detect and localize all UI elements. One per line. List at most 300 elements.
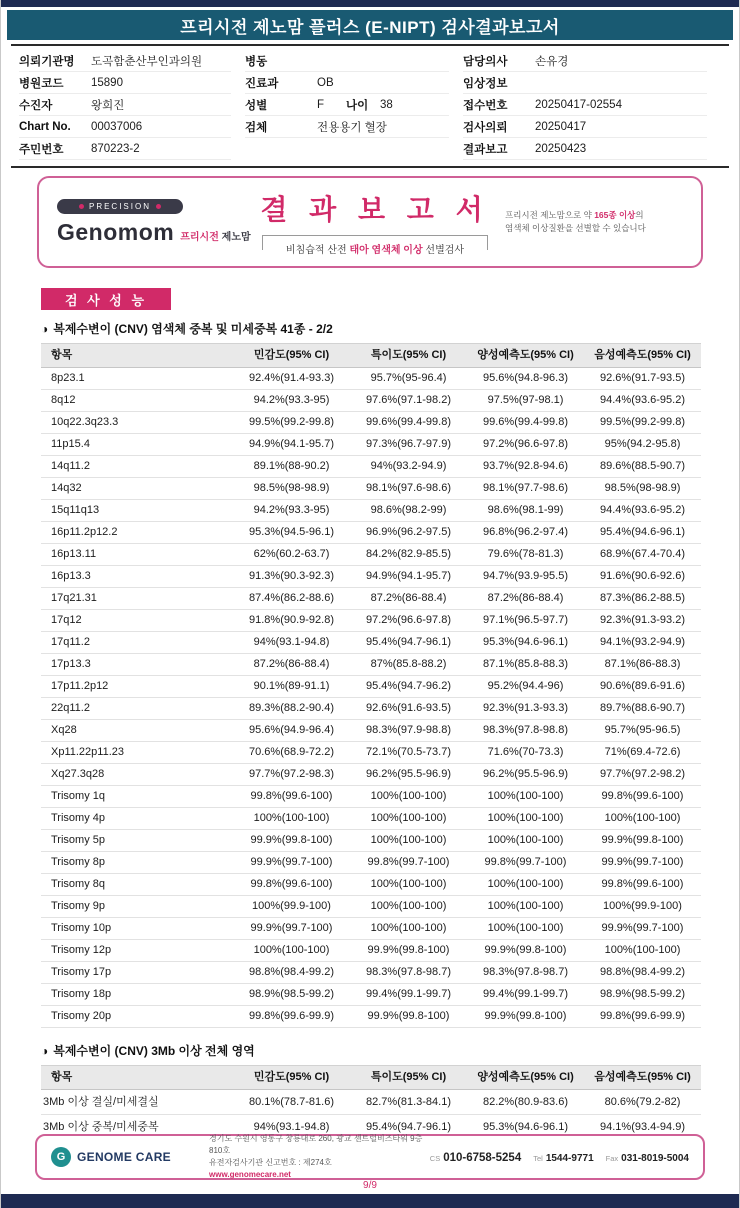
info-row	[19, 94, 231, 116]
report-title-bar	[7, 10, 733, 40]
column-header: 특이도(95% CI)	[350, 1066, 467, 1090]
value-cell: 62%(60.2-63.7)	[233, 544, 350, 566]
value-cell: 92.3%(91.3-93.3)	[467, 698, 584, 720]
note-emphasis: 165종 이상	[594, 209, 636, 220]
value-cell: 94%(93.2-94.9)	[350, 456, 467, 478]
info-field-label: 병원코드	[19, 77, 64, 90]
table-row	[41, 852, 701, 874]
value-cell: 100%(100-100)	[467, 830, 584, 852]
address-line2: 유전자검사기관 신고번호 : 제274호	[209, 1158, 332, 1167]
value-cell: 100%(99.9-100)	[233, 896, 350, 918]
value-cell: 100%(99.9-100)	[584, 896, 701, 918]
info-row	[245, 50, 449, 72]
value-cell: 87.2%(86-88.4)	[467, 588, 584, 610]
value-cell: 97.3%(96.7-97.9)	[350, 434, 467, 456]
info-field-value: 20250417	[535, 120, 587, 133]
contact-value: 1544-9771	[545, 1153, 594, 1164]
value-cell: 91.8%(90.9-92.8)	[233, 610, 350, 632]
value-cell: 99.9%(99.7-100)	[233, 918, 350, 940]
value-cell: 99.9%(99.7-100)	[233, 852, 350, 874]
value-cell: 87.2%(86-88.4)	[350, 588, 467, 610]
item-cell: Trisomy 8p	[41, 852, 233, 874]
banner-note-line2: 염색체 이상질환을 선별할 수 있습니다	[505, 223, 646, 233]
value-cell: 87.2%(86-88.4)	[233, 654, 350, 676]
value-cell: 99.9%(99.8-100)	[467, 940, 584, 962]
value-cell: 100%(100-100)	[350, 808, 467, 830]
value-cell: 71.6%(70-73.3)	[467, 742, 584, 764]
value-cell: 90.1%(89-91.1)	[233, 676, 350, 698]
patient-info-column-3	[463, 50, 721, 160]
patient-info-column-2	[245, 50, 463, 160]
table-row	[41, 720, 701, 742]
top-navy-strip	[1, 0, 739, 7]
table-row	[41, 764, 701, 786]
info-row	[463, 94, 707, 116]
info-field-value: 38	[380, 98, 393, 111]
contact-fax	[606, 1148, 689, 1166]
value-cell: 97.7%(97.2-98.2)	[584, 764, 701, 786]
value-cell: 95%(94.2-95.8)	[584, 434, 701, 456]
item-cell: 3Mb 이상 결실/미세결실	[41, 1090, 233, 1115]
info-field-label: 진료과	[245, 77, 279, 90]
report-title: 프리시전 제노맘 플러스 (E-NIPT) 검사결과보고서	[180, 17, 560, 37]
address-line1: 경기도 수원시 영통구 창룡대로 260, 광교 센트럴비즈타워 9층 810호	[209, 1134, 423, 1155]
value-cell: 92.3%(91.3-93.2)	[584, 610, 701, 632]
value-cell: 96.8%(96.2-97.4)	[467, 522, 584, 544]
info-field-label: 수진자	[19, 99, 53, 112]
value-cell: 99.8%(99.7-100)	[350, 852, 467, 874]
value-cell: 98.5%(98-98.9)	[584, 478, 701, 500]
table-row	[41, 918, 701, 940]
value-cell: 98.3%(97.9-98.8)	[350, 720, 467, 742]
info-field-value: 왕희진	[91, 99, 125, 112]
value-cell: 80.6%(79.2-82)	[584, 1090, 701, 1115]
value-cell: 99.9%(99.7-100)	[584, 852, 701, 874]
item-cell: 14q11.2	[41, 456, 233, 478]
note-post: 의	[635, 209, 644, 220]
info-field-label: 성별	[245, 99, 268, 112]
value-cell: 92.6%(91.7-93.5)	[584, 368, 701, 390]
banner-center	[245, 188, 505, 256]
value-cell: 87.1%(86-88.3)	[584, 654, 701, 676]
column-header: 민감도(95% CI)	[233, 1066, 350, 1090]
value-cell: 98.6%(98.2-99)	[350, 500, 467, 522]
column-header: 음성예측도(95% CI)	[584, 1066, 701, 1090]
table-row	[41, 588, 701, 610]
contact-label: CS	[429, 1154, 441, 1163]
table-row	[41, 896, 701, 918]
brand-kr-rest: 제노맘	[221, 231, 251, 243]
column-header: 양성예측도(95% CI)	[467, 344, 584, 368]
item-cell: 10q22.3q23.3	[41, 412, 233, 434]
banner-note-line1	[505, 209, 683, 222]
info-field-label: 의뢰기관명	[19, 55, 75, 68]
table2-caption	[41, 1042, 699, 1059]
column-header: 항목	[41, 344, 233, 368]
info-field-value: 20250423	[535, 142, 587, 155]
value-cell: 84.2%(82.9-85.5)	[350, 544, 467, 566]
value-cell: 99.9%(99.8-100)	[584, 830, 701, 852]
value-cell: 98.3%(97.8-98.8)	[467, 720, 584, 742]
value-cell: 99.8%(99.6-100)	[233, 786, 350, 808]
item-cell: Trisomy 20p	[41, 1006, 233, 1028]
item-cell: Trisomy 5p	[41, 830, 233, 852]
contact-label: Fax	[605, 1154, 619, 1163]
value-cell: 92.6%(91.6-93.5)	[350, 698, 467, 720]
info-row	[19, 116, 231, 138]
item-cell: Trisomy 17p	[41, 962, 233, 984]
item-cell: 17q11.2	[41, 632, 233, 654]
value-cell: 99.8%(99.6-100)	[584, 874, 701, 896]
table-row	[41, 1006, 701, 1028]
value-cell: 97.1%(96.5-97.7)	[467, 610, 584, 632]
table-row	[41, 434, 701, 456]
table-header-row	[41, 344, 701, 368]
genome-care-logo	[51, 1147, 209, 1167]
value-cell: 100%(100-100)	[467, 918, 584, 940]
table-row	[41, 742, 701, 764]
brand-name-korean	[180, 228, 250, 243]
value-cell: 91.6%(90.6-92.6)	[584, 566, 701, 588]
info-field-label: 병동	[245, 55, 268, 68]
value-cell: 71%(69.4-72.6)	[584, 742, 701, 764]
value-cell: 95.3%(94.6-96.1)	[467, 1115, 584, 1140]
contact-cs	[430, 1148, 521, 1166]
value-cell: 98.1%(97.7-98.6)	[467, 478, 584, 500]
footer-address	[209, 1133, 430, 1181]
item-cell: Trisomy 4p	[41, 808, 233, 830]
info-field-value: 870223-2	[91, 142, 140, 155]
info-row	[245, 94, 449, 116]
footer-company-box	[35, 1134, 705, 1180]
info-field-label: 담당의사	[463, 55, 508, 68]
table-row	[41, 1090, 701, 1115]
info-row	[463, 72, 707, 94]
column-header: 특이도(95% CI)	[350, 344, 467, 368]
value-cell: 82.7%(81.3-84.1)	[350, 1090, 467, 1115]
value-cell: 89.3%(88.2-90.4)	[233, 698, 350, 720]
table-row	[41, 522, 701, 544]
value-cell: 94.9%(94.1-95.7)	[233, 434, 350, 456]
value-cell: 87%(85.8-88.2)	[350, 654, 467, 676]
value-cell: 95.6%(94.9-96.4)	[233, 720, 350, 742]
info-field-label: Chart No.	[19, 120, 71, 133]
value-cell: 82.2%(80.9-83.6)	[467, 1090, 584, 1115]
patient-info-column-1	[19, 50, 245, 160]
genomom-brand-logo	[57, 199, 251, 246]
info-field-value: 손유경	[535, 55, 569, 68]
value-cell: 97.2%(96.6-97.8)	[467, 434, 584, 456]
table-row	[41, 412, 701, 434]
value-cell: 80.1%(78.7-81.6)	[233, 1090, 350, 1115]
info-field-label: 접수번호	[463, 99, 508, 112]
item-cell: Trisomy 10p	[41, 918, 233, 940]
value-cell: 100%(100-100)	[467, 896, 584, 918]
value-cell: 94%(93.1-94.8)	[233, 632, 350, 654]
table-row	[41, 940, 701, 962]
item-cell: 17p11.2p12	[41, 676, 233, 698]
item-cell: Trisomy 12p	[41, 940, 233, 962]
value-cell: 100%(100-100)	[467, 786, 584, 808]
item-cell: 22q11.2	[41, 698, 233, 720]
cnv-3mb-performance-table	[41, 1065, 701, 1140]
value-cell: 99.5%(99.2-99.8)	[584, 412, 701, 434]
column-header: 양성예측도(95% CI)	[467, 1066, 584, 1090]
value-cell: 93.7%(92.8-94.6)	[467, 456, 584, 478]
value-cell: 99.9%(99.8-100)	[350, 940, 467, 962]
banner-subtitle	[262, 235, 488, 256]
info-row	[245, 116, 449, 138]
item-cell: Trisomy 18p	[41, 984, 233, 1006]
value-cell: 96.2%(95.5-96.9)	[467, 764, 584, 786]
value-cell: 99.8%(99.6-100)	[233, 874, 350, 896]
precision-pill-logo	[57, 199, 183, 214]
value-cell: 94.4%(93.6-95.2)	[584, 500, 701, 522]
item-cell: Trisomy 9p	[41, 896, 233, 918]
item-cell: 16p13.3	[41, 566, 233, 588]
table-row	[41, 544, 701, 566]
info-field-value: 00037006	[91, 120, 143, 133]
value-cell: 99.5%(99.2-99.8)	[233, 412, 350, 434]
brand-name: Genomom	[57, 218, 175, 245]
value-cell: 79.6%(78-81.3)	[467, 544, 584, 566]
value-cell: 87.4%(86.2-88.6)	[233, 588, 350, 610]
value-cell: 99.8%(99.6-100)	[584, 786, 701, 808]
value-cell: 70.6%(68.9-72.2)	[233, 742, 350, 764]
value-cell: 99.9%(99.7-100)	[584, 918, 701, 940]
table1-caption-text: 복제수변이 (CNV) 염색체 중복 및 미세중복 41종 - 2/2	[53, 322, 333, 336]
subtitle-post: 선별검사	[422, 245, 465, 256]
item-cell: 15q11q13	[41, 500, 233, 522]
table-row	[41, 676, 701, 698]
value-cell: 99.8%(99.6-99.9)	[584, 1006, 701, 1028]
table2-caption-text: 복제수변이 (CNV) 3Mb 이상 전체 영역	[53, 1044, 255, 1058]
item-cell: Trisomy 8q	[41, 874, 233, 896]
section-badge-test-performance: 검 사 성 능	[41, 288, 171, 310]
value-cell: 95.4%(94.7-96.2)	[350, 676, 467, 698]
value-cell: 99.6%(99.4-99.8)	[467, 412, 584, 434]
contact-label: Tel	[533, 1154, 543, 1163]
item-cell: 3Mb 이상 중복/미세중복	[41, 1115, 233, 1140]
dot-icon	[79, 204, 84, 209]
value-cell: 97.6%(97.1-98.2)	[350, 390, 467, 412]
genome-care-logo-icon: G	[51, 1147, 71, 1167]
brand-kr-accent: 프리시전	[180, 231, 219, 243]
column-header: 민감도(95% CI)	[233, 344, 350, 368]
value-cell: 99.9%(99.8-100)	[233, 830, 350, 852]
table-row	[41, 786, 701, 808]
value-cell: 100%(100-100)	[467, 808, 584, 830]
table-row	[41, 984, 701, 1006]
value-cell: 68.9%(67.4-70.4)	[584, 544, 701, 566]
half-circle-bullet-icon: ◑	[41, 1044, 49, 1058]
value-cell: 98.3%(97.8-98.7)	[467, 962, 584, 984]
precision-label: PRECISION	[88, 201, 151, 211]
value-cell: 100%(100-100)	[350, 918, 467, 940]
value-cell: 95.7%(95-96.5)	[584, 720, 701, 742]
value-cell: 94.7%(93.9-95.5)	[467, 566, 584, 588]
value-cell: 95.4%(94.6-96.1)	[584, 522, 701, 544]
value-cell: 94.9%(94.1-95.7)	[350, 566, 467, 588]
item-cell: 8q12	[41, 390, 233, 412]
info-field-value: 20250417-02554	[535, 98, 622, 111]
value-cell: 100%(100-100)	[233, 940, 350, 962]
column-header: 음성예측도(95% CI)	[584, 344, 701, 368]
item-cell: 17p13.3	[41, 654, 233, 676]
half-circle-bullet-icon: ◑	[41, 322, 49, 336]
table1-caption	[41, 320, 699, 337]
value-cell: 95.4%(94.7-96.1)	[350, 632, 467, 654]
bottom-navy-bar	[1, 1194, 739, 1208]
banner-note	[505, 209, 683, 235]
info-field-value: 15890	[91, 76, 123, 89]
table-row	[41, 456, 701, 478]
contact-value: 031-8019-5004	[621, 1153, 689, 1164]
value-cell: 98.3%(97.8-98.7)	[350, 962, 467, 984]
info-field-label: 임상정보	[463, 77, 508, 90]
value-cell: 91.3%(90.3-92.3)	[233, 566, 350, 588]
info-field-label: 검사의뢰	[463, 121, 508, 134]
info-row	[19, 72, 231, 94]
value-cell: 90.6%(89.6-91.6)	[584, 676, 701, 698]
info-field-value: OB	[317, 76, 334, 89]
value-cell: 100%(100-100)	[350, 896, 467, 918]
item-cell: Xp11.22p11.23	[41, 742, 233, 764]
table-row	[41, 368, 701, 390]
value-cell: 95.4%(94.7-96.1)	[350, 1115, 467, 1140]
item-cell: 8p23.1	[41, 368, 233, 390]
value-cell: 94.4%(93.6-95.2)	[584, 390, 701, 412]
value-cell: 95.7%(95-96.4)	[350, 368, 467, 390]
value-cell: 100%(100-100)	[584, 940, 701, 962]
result-report-banner	[37, 176, 703, 268]
value-cell: 96.2%(95.5-96.9)	[350, 764, 467, 786]
info-row	[245, 72, 449, 94]
patient-info-section	[11, 44, 729, 168]
column-header: 항목	[41, 1066, 233, 1090]
item-cell: Trisomy 1q	[41, 786, 233, 808]
contact-tel	[533, 1148, 593, 1166]
result-report-title: 결 과 보 고 서	[260, 194, 490, 225]
table-row	[41, 962, 701, 984]
value-cell: 72.1%(70.5-73.7)	[350, 742, 467, 764]
table-row	[41, 478, 701, 500]
table-row	[41, 808, 701, 830]
item-cell: 17q12	[41, 610, 233, 632]
value-cell: 97.7%(97.2-98.3)	[233, 764, 350, 786]
value-cell: 98.1%(97.6-98.6)	[350, 478, 467, 500]
value-cell: 99.8%(99.7-100)	[467, 852, 584, 874]
item-cell: 16p13.11	[41, 544, 233, 566]
website-link: www.genomecare.net	[209, 1170, 291, 1179]
value-cell: 97.2%(96.6-97.8)	[350, 610, 467, 632]
genome-care-logo-text: GENOME CARE	[77, 1150, 171, 1164]
info-field-label: 주민번호	[19, 143, 64, 156]
value-cell: 89.6%(88.5-90.7)	[584, 456, 701, 478]
value-cell: 99.4%(99.1-99.7)	[467, 984, 584, 1006]
value-cell: 94.2%(93.3-95)	[233, 390, 350, 412]
info-row	[463, 50, 707, 72]
note-pre: 프리시전 제노맘으로 약	[505, 209, 595, 220]
table-header-row	[41, 1066, 701, 1090]
value-cell: 95.2%(94.4-96)	[467, 676, 584, 698]
dot-icon	[156, 204, 161, 209]
table-row	[41, 654, 701, 676]
table-row	[41, 566, 701, 588]
value-cell: 98.9%(98.5-99.2)	[233, 984, 350, 1006]
info-field-label: 검체	[245, 121, 268, 134]
value-cell: 99.8%(99.6-99.9)	[233, 1006, 350, 1028]
value-cell: 99.6%(99.4-99.8)	[350, 412, 467, 434]
info-field-label: 결과보고	[463, 143, 508, 156]
value-cell: 89.1%(88-90.2)	[233, 456, 350, 478]
contact-value: 010-6758-5254	[443, 1152, 522, 1164]
value-cell: 98.8%(98.4-99.2)	[584, 962, 701, 984]
value-cell: 94.1%(93.4-94.9)	[584, 1115, 701, 1140]
value-cell: 98.8%(98.4-99.2)	[233, 962, 350, 984]
info-field-value: 전용용기 혈장	[317, 121, 387, 134]
value-cell: 98.9%(98.5-99.2)	[584, 984, 701, 1006]
table-row	[41, 698, 701, 720]
table-row	[41, 632, 701, 654]
item-cell: Xq27.3q28	[41, 764, 233, 786]
value-cell: 99.9%(99.8-100)	[467, 1006, 584, 1028]
table-row	[41, 390, 701, 412]
table-row	[41, 610, 701, 632]
item-cell: 11p15.4	[41, 434, 233, 456]
value-cell: 94%(93.1-94.8)	[233, 1115, 350, 1140]
cnv-duplication-performance-table	[41, 343, 701, 1028]
table-row	[41, 500, 701, 522]
item-cell: 17q21.31	[41, 588, 233, 610]
info-row	[19, 138, 231, 160]
value-cell: 92.4%(91.4-93.3)	[233, 368, 350, 390]
value-cell: 97.5%(97-98.1)	[467, 390, 584, 412]
value-cell: 100%(100-100)	[233, 808, 350, 830]
value-cell: 94.2%(93.3-95)	[233, 500, 350, 522]
value-cell: 95.3%(94.6-96.1)	[467, 632, 584, 654]
subtitle-pre: 비침습적 산전	[285, 245, 350, 256]
info-field-value: 도곡함춘산부인과의원	[91, 55, 203, 68]
value-cell: 99.9%(99.8-100)	[350, 1006, 467, 1028]
info-row	[463, 116, 707, 138]
info-field-label: 나이	[346, 99, 369, 112]
item-cell: 16p11.2p12.2	[41, 522, 233, 544]
item-cell: Xq28	[41, 720, 233, 742]
info-field-value: F	[317, 98, 325, 111]
value-cell: 98.5%(98-98.9)	[233, 478, 350, 500]
value-cell: 100%(100-100)	[467, 874, 584, 896]
value-cell: 96.9%(96.2-97.5)	[350, 522, 467, 544]
value-cell: 95.3%(94.5-96.1)	[233, 522, 350, 544]
page-number: 9/9	[363, 1180, 377, 1191]
value-cell: 94.1%(93.2-94.9)	[584, 632, 701, 654]
footer-contacts	[430, 1148, 689, 1166]
subtitle-emphasis: 태아 염색체 이상	[349, 245, 423, 256]
value-cell: 100%(100-100)	[584, 808, 701, 830]
value-cell: 98.6%(98.1-99)	[467, 500, 584, 522]
table-row	[41, 874, 701, 896]
value-cell: 87.3%(86.2-88.5)	[584, 588, 701, 610]
item-cell: 14q32	[41, 478, 233, 500]
brand-name-row	[57, 218, 251, 246]
info-row	[19, 50, 231, 72]
value-cell: 95.6%(94.8-96.3)	[467, 368, 584, 390]
table-row	[41, 830, 701, 852]
info-row	[463, 138, 707, 160]
value-cell: 89.7%(88.6-90.7)	[584, 698, 701, 720]
value-cell: 100%(100-100)	[350, 786, 467, 808]
